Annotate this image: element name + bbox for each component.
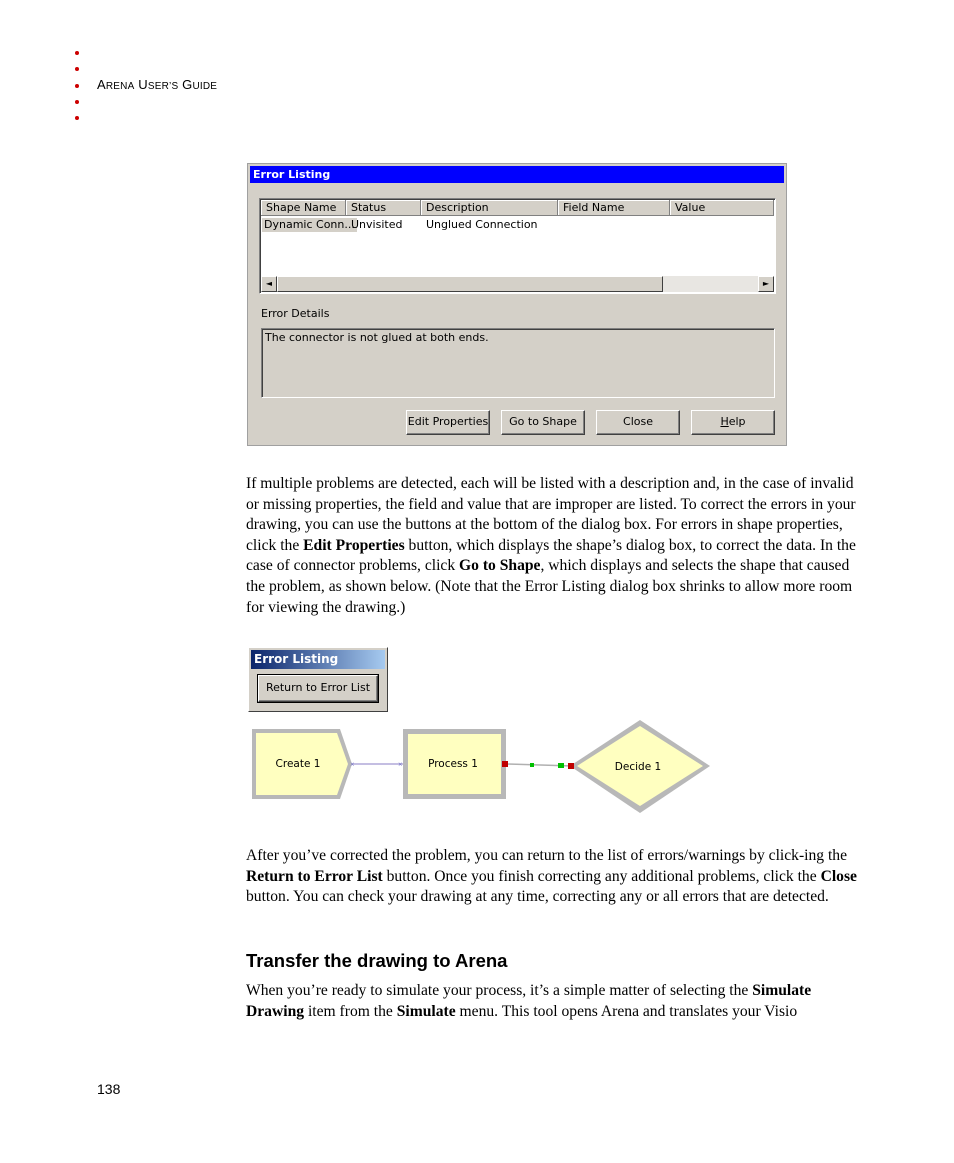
connector-arrow-marker[interactable] (558, 763, 564, 768)
body-paragraph: If multiple problems are detected, each will be listed with a description and, in the case of invalid or missing properties, the field and value that are improper are listed. To correct the errors in your drawing, you can use the buttons at the bottom of the dialog box. For errors in shape properties, click the Edit Properties button, which displays the shape’s dialog box, to correct the data. In the case of connector problems, click Go to Shape, which displays and selects the shape that caused the problem, as shown below. (Note that the Error Listing dialog box shrinks to allow more room for viewing the drawing.) (246, 475, 856, 616)
cell-status: Unvisited (351, 218, 403, 231)
margin-bullet (75, 84, 79, 88)
connection-point-icon: × (350, 760, 355, 769)
error-list[interactable] (259, 198, 776, 294)
margin-bullet (75, 116, 79, 120)
return-to-error-list-button[interactable]: Return to Error List (258, 675, 378, 702)
process-label: Process 1 (428, 758, 478, 770)
go-to-shape-button[interactable]: Go to Shape (501, 410, 585, 435)
dialog-title: Error Listing (250, 166, 784, 183)
mini-dialog-title: Error Listing (251, 650, 385, 669)
margin-bullet (75, 51, 79, 55)
connector-end-marker[interactable] (502, 761, 508, 767)
column-header-value[interactable]: Value (670, 200, 774, 216)
connector-midpoint-marker[interactable] (530, 763, 534, 767)
close-button[interactable]: Close (596, 410, 680, 435)
horizontal-scrollbar[interactable] (261, 276, 774, 292)
error-listing-mini-dialog (248, 647, 388, 712)
column-header-field-name[interactable]: Field Name (558, 200, 670, 216)
margin-bullet (75, 67, 79, 71)
column-header-shape-name[interactable]: Shape Name (261, 200, 346, 216)
body-paragraph: After you’ve corrected the problem, you can return to the list of errors/warnings by click-ing the Return to Error List button. Once you finish correcting any additional problems, click the Close button. You can check your drawing at any time, correcting any or all errors that are detected. (246, 847, 857, 906)
help-button[interactable]: Help (691, 410, 775, 435)
cell-description: Unglued Connection (426, 218, 538, 231)
error-details-box: The connector is not glued at both ends. (261, 328, 775, 398)
decide-label: Decide 1 (614, 761, 662, 773)
cell-shape-name: Dynamic Conn... (264, 218, 355, 231)
margin-bullet (75, 100, 79, 104)
error-details-label: Error Details (261, 307, 330, 320)
column-header-status[interactable]: Status (346, 200, 421, 216)
error-listing-dialog (247, 163, 787, 446)
scroll-thumb[interactable] (277, 276, 663, 292)
edit-properties-button[interactable]: Edit Properties (406, 410, 490, 435)
page-number: 138 (97, 1081, 121, 1097)
flowchart-diagram (248, 715, 718, 820)
create-label: Create 1 (275, 758, 321, 770)
scroll-right-icon[interactable]: ► (758, 276, 774, 292)
connector-end-marker[interactable] (568, 763, 574, 769)
connection-point-icon: × (398, 760, 403, 769)
scroll-left-icon[interactable]: ◄ (261, 276, 277, 292)
section-title: Transfer the drawing to Arena (246, 950, 508, 971)
running-head: ARENA USER’S GUIDE (97, 77, 218, 92)
column-header-description[interactable]: Description (421, 200, 558, 216)
body-paragraph: When you’re ready to simulate your process, it’s a simple matter of selecting the Simulate Drawing item from the Simulate menu. This tool opens Arena and translates your Visio (246, 982, 812, 1020)
